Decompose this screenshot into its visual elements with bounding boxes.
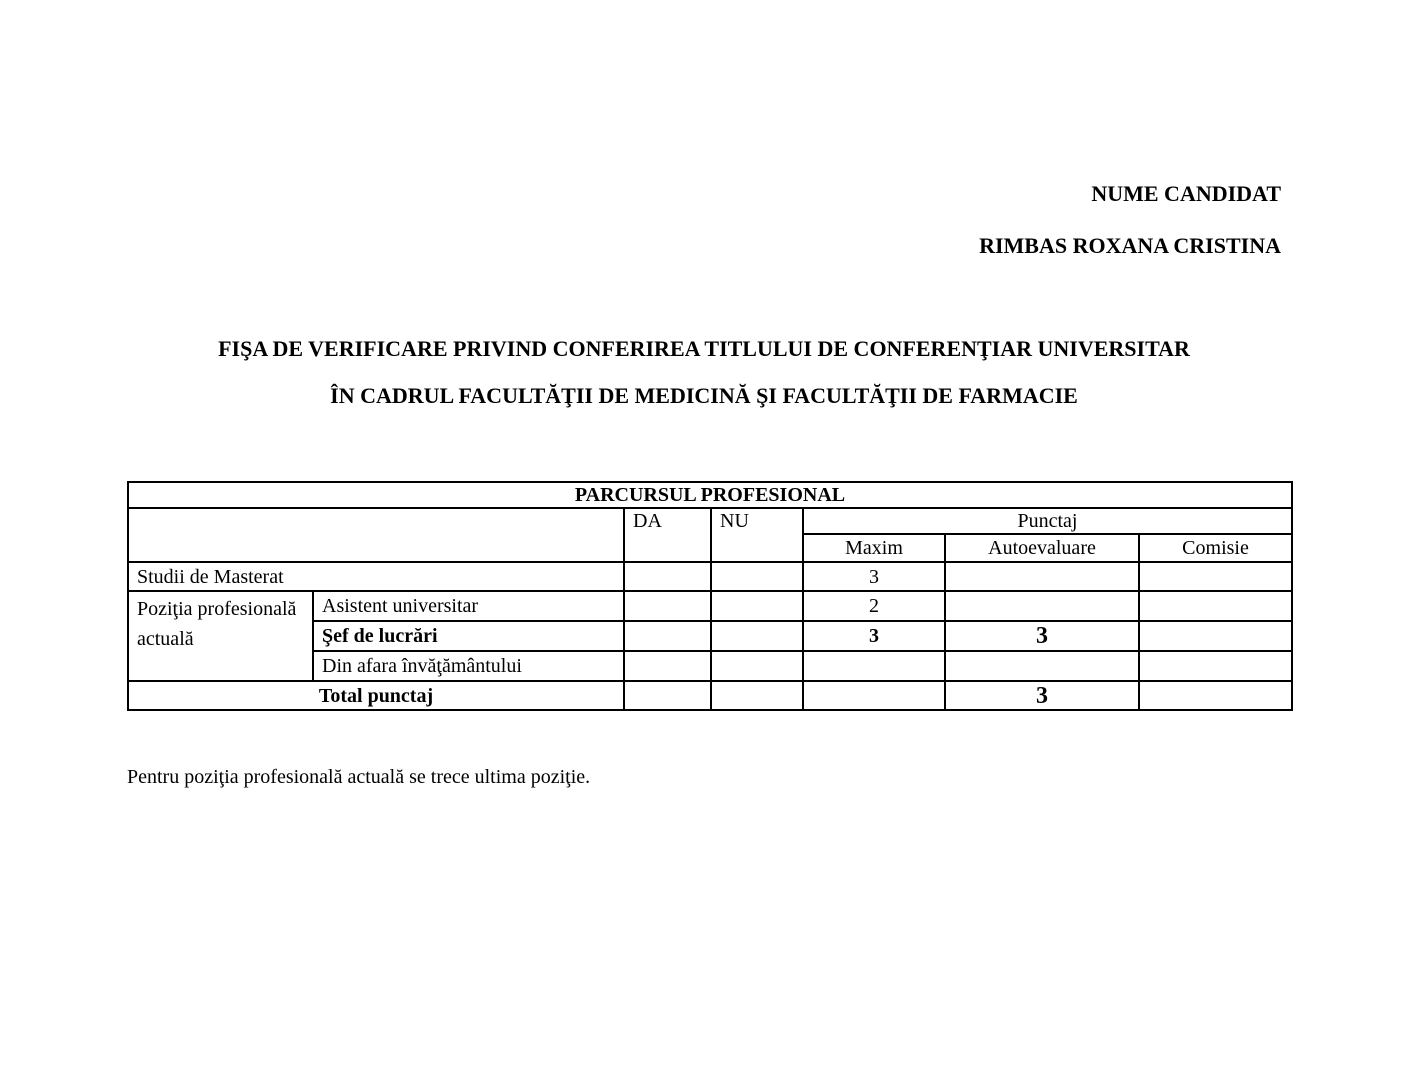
cell-total-da	[624, 681, 711, 710]
cell-sef-da	[624, 621, 711, 651]
document-title-line2: ÎN CADRUL FACULTĂŢII DE MEDICINĂ ŞI FACULTĂŢII DE FARMACIE	[330, 383, 1078, 408]
cell-asistent-comisie	[1139, 591, 1292, 621]
table-row-asistent	[128, 591, 1292, 621]
cell-studii-comisie	[1139, 562, 1292, 591]
document-title	[0, 336, 1408, 408]
cell-asistent-nu	[711, 591, 803, 621]
header-empty-cell	[128, 508, 624, 562]
cell-total-maxim	[803, 681, 945, 710]
cell-sef-nu	[711, 621, 803, 651]
column-header-autoevaluare: Autoevaluare	[945, 534, 1139, 562]
cell-studii-autoevaluare	[945, 562, 1139, 591]
cell-sef-maxim: 3	[803, 621, 945, 651]
cell-total-nu	[711, 681, 803, 710]
candidate-name: RIMBAS ROXANA CRISTINA	[979, 233, 1281, 258]
footnote: Pentru poziţia profesională actuală se trece ultima poziţie.	[127, 766, 591, 788]
cell-total-comisie	[1139, 681, 1292, 710]
cell-asistent-autoevaluare	[945, 591, 1139, 621]
cell-sef-autoevaluare: 3	[945, 621, 1139, 651]
column-header-da: DA	[624, 508, 711, 562]
candidate-block	[0, 0, 1408, 258]
cell-studii-nu	[711, 562, 803, 591]
row-label-asistent: Asistent universitar	[313, 591, 624, 621]
table-header-row-1	[128, 508, 1292, 534]
cell-studii-maxim: 3	[803, 562, 945, 591]
cell-studii-da	[624, 562, 711, 591]
row-label-din-afara: Din afara învăţământului	[313, 651, 624, 681]
verification-table	[127, 481, 1293, 711]
row-label-studii: Studii de Masterat	[128, 562, 624, 591]
cell-din-afara-comisie	[1139, 651, 1292, 681]
document-title-line1: FIŞA DE VERIFICARE PRIVIND CONFERIREA TITLULUI DE CONFERENŢIAR UNIVERSITAR	[218, 336, 1190, 361]
table-row-total	[128, 681, 1292, 710]
column-header-maxim: Maxim	[803, 534, 945, 562]
cell-din-afara-maxim	[803, 651, 945, 681]
candidate-label: NUME CANDIDAT	[1091, 181, 1281, 206]
table-title-row	[128, 482, 1292, 508]
column-header-comisie: Comisie	[1139, 534, 1292, 562]
cell-sef-comisie	[1139, 621, 1292, 651]
table-title: PARCURSUL PROFESIONAL	[128, 482, 1292, 508]
cell-total-autoevaluare: 3	[945, 681, 1139, 710]
row-label-sef: Şef de lucrări	[313, 621, 624, 651]
cell-din-afara-autoevaluare	[945, 651, 1139, 681]
cell-din-afara-da	[624, 651, 711, 681]
column-header-punctaj: Punctaj	[803, 508, 1292, 534]
row-label-total: Total punctaj	[128, 681, 624, 710]
cell-asistent-da	[624, 591, 711, 621]
column-header-nu: NU	[711, 508, 803, 562]
row-group-label-pozitia: Poziţia profesională actuală	[128, 591, 313, 681]
cell-din-afara-nu	[711, 651, 803, 681]
cell-asistent-maxim: 2	[803, 591, 945, 621]
table-row-studii	[128, 562, 1292, 591]
